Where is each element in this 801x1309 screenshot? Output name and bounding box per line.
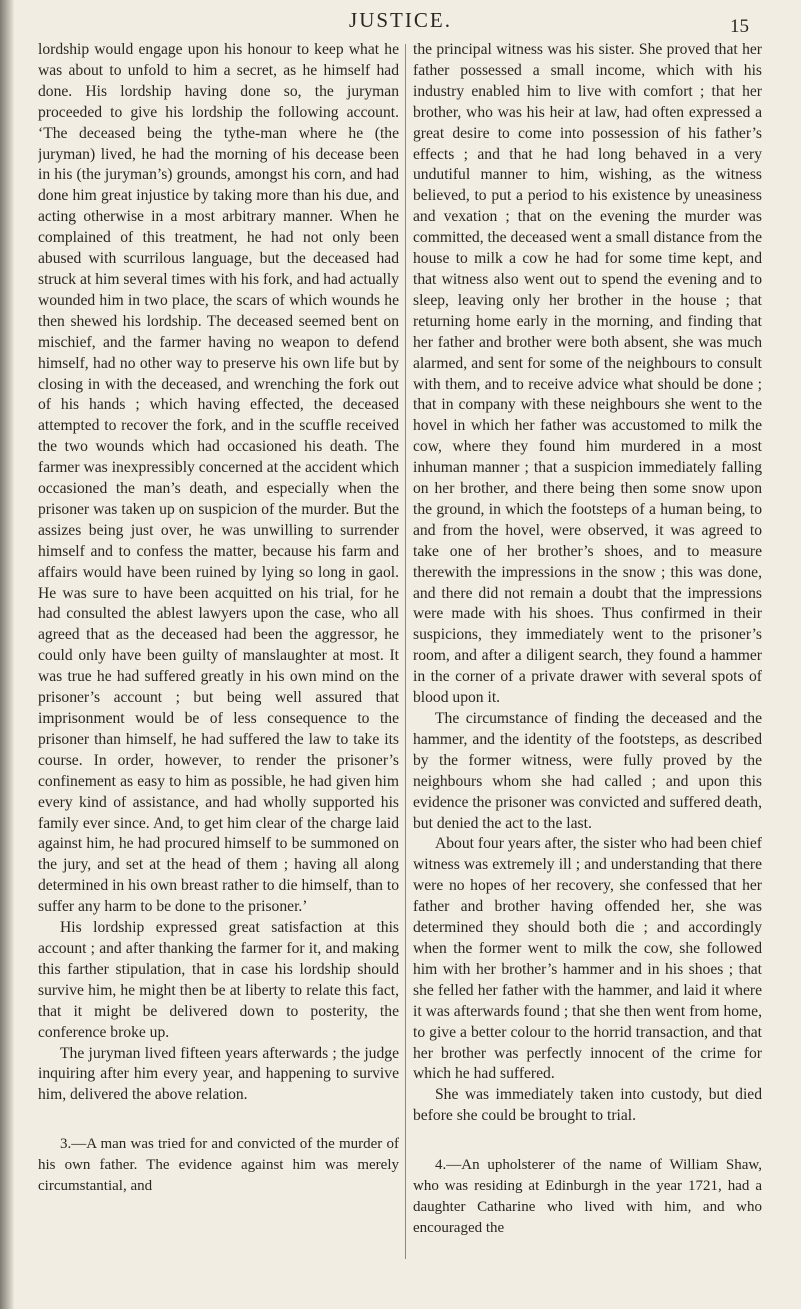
paragraph-lordship-satisfaction: His lordship expressed great satisfaction at this account ; and after thanking the farmer for it, and making this farther stipulation, that in case his lordship should survive him, he might then be at liberty to relate this fact, that it might be delivered down to posterity, the conference broke up. [38,919,399,1041]
page-spine-shadow [0,0,14,1309]
paragraph-circumstance: The circumstance of finding the deceased and the hammer, and the identity of the footsteps, as described by the former witness, were fully proved by the neighbours whom she had called ; and upon this evidence the prisoner was convicted and suffered death, but denied the act to the last. [413,710,762,832]
paragraph-custody: She was immediately taken into custody, but died before she could be brought to trial. [413,1086,762,1125]
paragraph-witness-sister: the principal witness was his sister. She proved that her father possessed a small income, which with his industry enabled him to live with comfort ; that her brother, who was his heir at law, had often expressed a great desire to come into possession of his father’s effects ; and that he had long behaved in a very undutiful manner to him, wishing, as the witness believed, to put a period to his existence by uneasiness and vexation ; that on the evening the murder was committed, the deceased went a small distance from the house to milk a cow he had for some time kept, and that witness also went out to spend the evening and to sleep, leaving only her brother in the house ; that returning home early in the morning, and finding that her father and brother were both absent, she was much alarmed, and sent for some of the neighbours to consult with them, and to receive advice what should be done ; that in company with these neighbours she went to the hovel in which her father was accustomed to milk the cow, where they found him murdered in a most inhuman manner ; that a suspicion immediately falling on her brother, and there being then some snow upon the ground, in which the footsteps of a human being, to and from the hovel, were observed, it was agreed to take one of her brother’s shoes, and to measure therewith the impressions in the snow ; this was done, and there did not remain a doubt that the impressions were made with his shoes. Thus confirmed in their suspicions, they immediately went to the prisoner’s room, and after a diligent search, they found a hammer in the corner of a private drawer with several spots of blood upon it. [413,41,762,707]
paragraph-juryman-account: lordship would engage upon his honour to keep what he was about to unfold to him a secret, as he himself had done. His lordship having done so, the juryman proceeded to give his lordship the following account. ‘The deceased being the tythe-man where he (the juryman) lived, he had the morning of his decease been in his (the juryman’s) grounds, amongst his corn, and had done him great injustice by taking more than his due, and acting otherwise in a most arbitrary manner. When he complained of this treatment, he had not only been abused with scurrilous language, but the deceased had struck at him several times with his fork, and had actually wounded him in two place, the scars of which wounds he then shewed his lordship. The deceased seemed bent on mischief, and the farmer having no weapon to defend himself, had no other way to preserve his own life but by closing in with the deceased, and wrenching the fork out of his hands ; which having effected, the deceased attempted to recover the fork, and in the scuffle received the two wounds which had occasioned his death. The farmer was inexpressibly concerned at the accident which occasioned the man’s death, and especially when the prisoner was taken up on suspicion of the murder. But the assizes being just over, he was unwilling to surrender himself and to confess the matter, because his farm and affairs would have been ruined by lying so long in gaol. He was sure to have been acquitted on his trial, for he had consulted the ablest lawyers upon the case, who all agreed that as the deceased had been the aggressor, he could only have been guilty of manslaughter at most. It was true he had suffered greatly in his own mind on the prisoner’s account ; but being well assured that imprisonment would be of less consequence to the prisoner than himself, he had suffered the law to take its course. In order, however, to render the prisoner’s confinement as easy to him as possible, he had given him every kind of assistance, and had wholly supported his family ever since. And, to get him clear of the charge laid against him, he had procured himself to be summoned on the jury, and set at the head of them ; having all along determined in his own breast rather to die himself, than to suffer any harm to be done to the prisoner.’ [38,41,399,916]
paragraph-juryman-lived: The juryman lived fifteen years afterwards ; the judge inquiring after him every year, and happening to survive him, delivered the above relation. [38,1044,399,1104]
paragraph-confession: About four years after, the sister who had been chief witness was extremely ill ; and understanding that there were no hopes of her recovery, she confessed that her father and brother having offended her, she was determined they should both die ; and accordingly when the former went to milk the cow, she followed him with her brother’s hammer and in his shoes ; that she felled her father with the hammer, and laid it where it was afterwards found ; that she then went from home, to give a better colour to the horrid transaction, and that her brother was perfectly innocent of the crime for which he had suffered. [413,835,762,1083]
case-4-start: 4.—An upholsterer of the name of William Shaw, who was residing at Edinburgh in the year 1721, had a daughter Catharine who lived with him, and who encouraged the [413,1157,762,1236]
column-divider [405,44,406,1259]
left-column [38,40,399,1290]
running-head: JUSTICE. [349,8,452,32]
page-header [0,8,801,38]
page-number: 15 [730,16,749,37]
case-3-start: 3.—A man was tried for and convicted of the murder of his own father. The evidence against him was merely circumstantial, and [38,1136,399,1195]
right-column [413,40,762,1290]
